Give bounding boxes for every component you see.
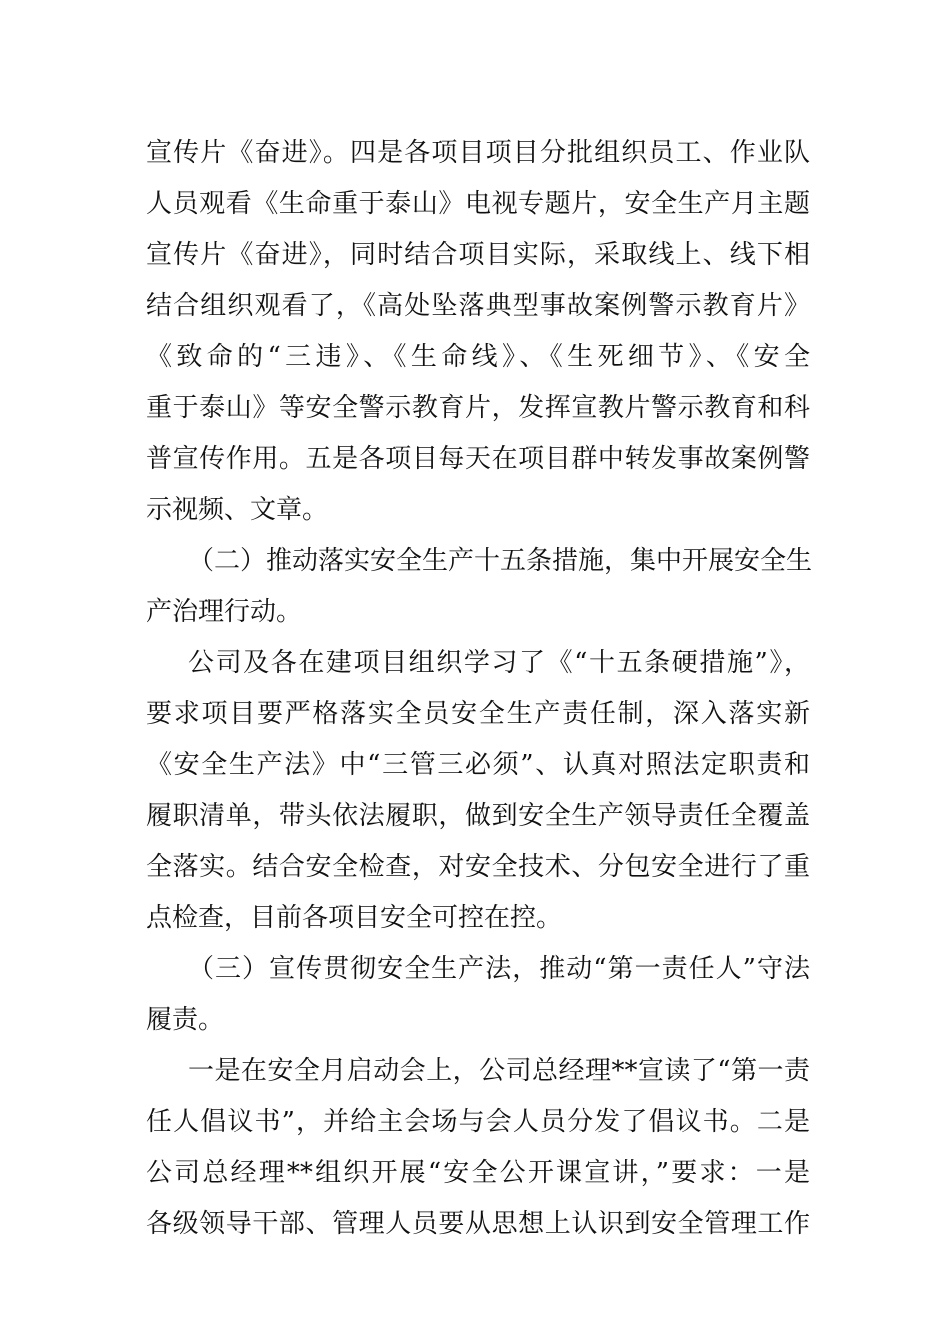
section-heading-line: （三）宣传贯彻安全生产法，推动“第一责任人”守法 bbox=[188, 954, 810, 984]
text-line: 点检查，目前各项目安全可控在控。 bbox=[146, 903, 563, 933]
text-line: 人员观看《生命重于泰山》电视专题片，安全生产月主题 bbox=[146, 189, 810, 219]
text-line: 宣传片《奋进》，同时结合项目实际，采取线上、线下相 bbox=[146, 240, 810, 270]
text-line: 普宣传作用。五是各项目每天在项目群中转发事故案例警 bbox=[146, 444, 810, 474]
text-line: 《安全生产法》中“三管三必须”、认真对照法定职责和 bbox=[146, 750, 810, 780]
text-line: 全落实。结合安全检查，对安全技术、分包安全进行了重 bbox=[146, 852, 810, 882]
text-line: 重于泰山》等安全警示教育片，发挥宣教片警示教育和科 bbox=[146, 393, 810, 423]
text-line: 《致命的“三违》、《生命线》、《生死细节》、《安全 bbox=[146, 342, 810, 372]
section-heading-line: 履责。 bbox=[146, 1005, 225, 1035]
text-line: 任人倡议书”，并给主会场与会人员分发了倡议书。二是 bbox=[146, 1107, 810, 1137]
section-heading-line: 产治理行动。 bbox=[146, 597, 303, 627]
text-line: 公司及各在建项目组织学习了《“十五条硬措施”》， bbox=[188, 648, 810, 678]
document-body bbox=[146, 128, 813, 1250]
text-line: 各级领导干部、管理人员要从思想上认识到安全管理工作 bbox=[146, 1209, 810, 1239]
text-line: 示视频、文章。 bbox=[146, 495, 329, 525]
text-line: 公司总经理**组织开展“安全公开课宣讲，”要求：一是 bbox=[146, 1158, 810, 1188]
text-line: 履职清单，带头依法履职，做到安全生产领导责任全覆盖 bbox=[146, 801, 810, 831]
text-line: 要求项目要严格落实全员安全生产责任制，深入落实新 bbox=[146, 699, 810, 729]
text-line: 一是在安全月启动会上，公司总经理**宣读了“第一责 bbox=[188, 1056, 810, 1086]
section-heading-line: （二）推动落实安全生产十五条措施，集中开展安全生 bbox=[188, 546, 813, 576]
text-line: 结合组织观看了，《高处坠落典型事故案例警示教育片》 bbox=[146, 291, 810, 321]
text-line: 宣传片《奋进》。四是各项目项目分批组织员工、作业队 bbox=[146, 138, 810, 168]
